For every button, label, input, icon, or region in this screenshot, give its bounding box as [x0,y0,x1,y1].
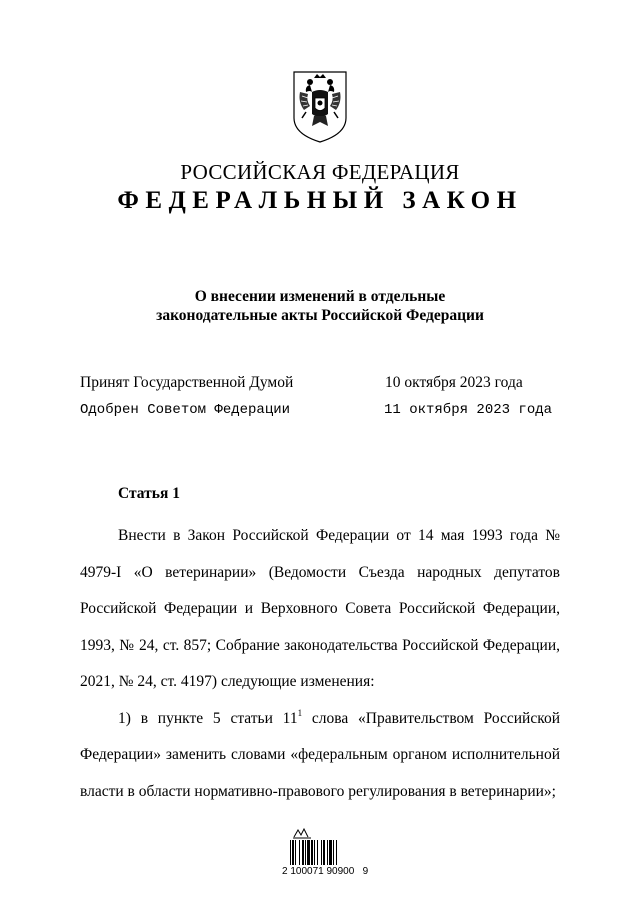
barcode-icon [289,840,353,865]
amendment-item-1-text: слова «Правительством Российской Федерации» заменить словами «федеральным органом исполнительной власти в области нормативно-правового регулирования в ветеринарии»; [80,709,560,800]
duma-adoption-label: Принят Государственной Думой [80,374,294,391]
coat-of-arms-icon [288,68,352,144]
barcode-mark-icon [292,826,312,838]
duma-adoption-date: 10 октября 2023 года [385,374,523,391]
country-name: РОССИЙСКАЯ ФЕДЕРАЦИЯ [180,160,460,184]
law-title-line-1: О внесении изменений в отдельные [194,288,446,305]
article-body [80,518,560,810]
amendment-item-1-prefix: 1) в пункте 5 статьи 11 [118,709,298,727]
article-intro-paragraph: Внести в Закон Российской Федерации от 14 мая 1993 года № 4979-I «О ветеринарии» (Ведомости Съезда народных депутатов Российской Федерации и Верховного Совета Российской Федерации, 1993, № 24, ст. 857; Собрание законодательства Российской Федерации, 2021, № 24, ст. 4197) следующие изменения: [80,527,560,690]
law-title-line-2: законодательные акты Российской Федерации [156,307,484,324]
barcode-number: 2 100071 90900 9 [282,866,369,877]
article-heading: Статья 1 [118,485,180,502]
council-approval-label: Одобрен Советом Федерации [80,402,291,418]
law-title [0,287,640,325]
document-type: ФЕДЕРАЛЬНЫЙ ЗАКОН [117,187,523,214]
amendment-item-1 [80,701,560,811]
council-approval-date: 11 октября 2023 года [384,402,553,418]
article-number-superscript: 1 [297,707,303,718]
